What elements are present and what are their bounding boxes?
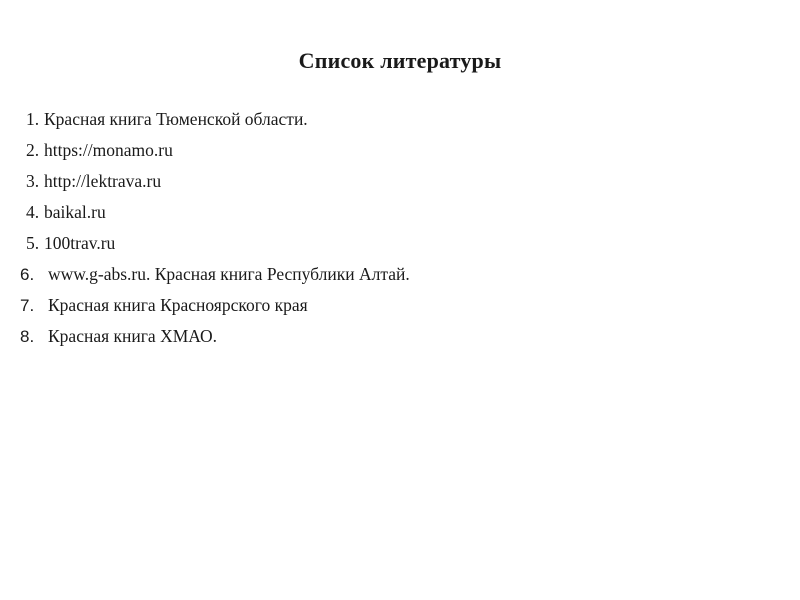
list-item-number: 8. — [20, 327, 35, 346]
list-item-text: baikal.ru — [44, 202, 106, 222]
list-item — [0, 135, 700, 166]
list-item — [0, 197, 700, 228]
list-item-text: 100trav.ru — [44, 233, 116, 253]
list-item — [0, 321, 700, 352]
list-item-number: 6. — [20, 265, 35, 284]
list-item-number: 3. — [26, 171, 40, 191]
page-title: Список литературы — [298, 48, 502, 73]
list-item-number: 1. — [26, 109, 40, 129]
list-item-number: 2. — [26, 140, 40, 160]
list-item-number: 4. — [26, 202, 40, 222]
list-item-text: Красная книга Тюменской области. — [44, 109, 308, 129]
list-item — [0, 228, 700, 259]
list-item-text: https://monamo.ru — [44, 140, 173, 160]
list-item-number: 7. — [20, 296, 35, 315]
list-item-number: 5. — [26, 233, 40, 253]
list-item-text: http://lektrava.ru — [44, 171, 162, 191]
list-item — [0, 259, 700, 290]
list-item — [0, 166, 700, 197]
list-item — [0, 290, 700, 321]
reference-list — [0, 104, 700, 352]
list-item-text: Красная книга ХМАО. — [48, 326, 218, 346]
list-item-text: Красная книга Красноярского края — [48, 295, 308, 315]
list-item-text: www.g-abs.ru. Красная книга Республики Алтай. — [48, 264, 410, 284]
list-item — [0, 104, 700, 135]
